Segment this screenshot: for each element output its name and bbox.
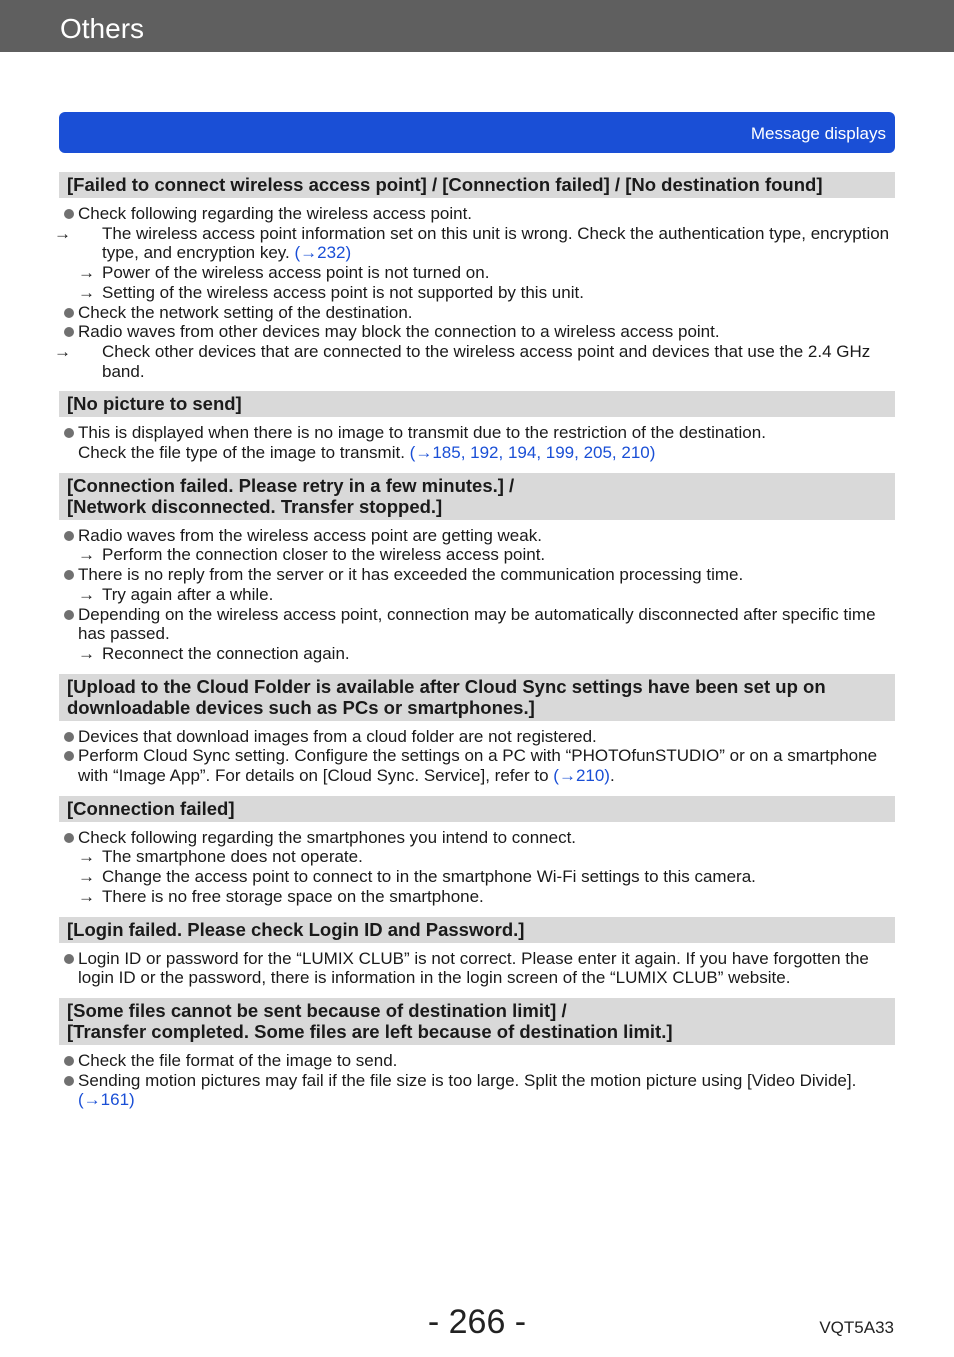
bullet-item: Perform Cloud Sync setting. Configure the settings on a PC with “PHOTOfunSTUDIO” or on a smartphone with “Image App”. For details on [Cloud Sync. Service], refer to (→210). xyxy=(59,746,895,785)
message-section xyxy=(59,473,895,664)
arrow-item: → Power of the wireless access point is not turned on. xyxy=(78,263,490,283)
bullet-dot-icon xyxy=(64,428,74,438)
model-code: VQT5A33 xyxy=(819,1318,894,1337)
message-heading: [Connection failed] xyxy=(59,796,895,822)
bullet-dot-icon xyxy=(64,1076,74,1086)
message-section xyxy=(59,674,895,786)
page-number: - 266 - xyxy=(427,1303,527,1341)
arrow-icon: → xyxy=(78,584,95,604)
bullet-item: Check the network setting of the destination. xyxy=(59,303,895,323)
arrow-icon: → xyxy=(78,263,95,283)
bullet-dot-icon xyxy=(64,531,74,541)
bullet-dot-icon xyxy=(64,1056,74,1066)
arrow-item: → Perform the connection closer to the wireless access point. xyxy=(78,545,546,565)
chapter-title: Others xyxy=(60,13,145,44)
message-heading: [Failed to connect wireless access point] / [Connection failed] / [No destination found] xyxy=(59,172,895,198)
bullet-dot-icon xyxy=(64,833,74,843)
arrow-item: → Change the access point to connect to in the smartphone Wi-Fi settings to this camera. xyxy=(78,867,756,887)
bullet-item: Check following regarding the wireless access point. xyxy=(59,204,895,224)
arrow-icon: → xyxy=(78,282,95,302)
message-heading xyxy=(59,998,895,1045)
bullet-item: Login ID or password for the “LUMIX CLUB” is not correct. Please enter it again. If you have forgotten the login ID or the password, there is information in the login screen of the “LUMIX CLUB” website. xyxy=(59,949,895,988)
bullet-dot-icon xyxy=(64,610,74,620)
arrow-item: → Try again after a while. xyxy=(78,584,274,604)
message-section xyxy=(54,172,895,381)
arrow-item: → Reconnect the connection again. xyxy=(78,643,350,663)
arrow-icon: → xyxy=(54,341,71,361)
message-section xyxy=(59,796,895,907)
bullet-item: Check following regarding the smartphones you intend to connect. xyxy=(59,828,895,848)
bullet-item: Depending on the wireless access point, connection may be automatically disconnected after specific time has passed. xyxy=(59,605,895,644)
bullet-item: Check the file format of the image to send. xyxy=(59,1051,895,1071)
message-heading: [Upload to the Cloud Folder is available after Cloud Sync settings have been set up on downloadable devices such as PCs or smartphones.] xyxy=(59,674,895,721)
message-heading xyxy=(59,473,895,520)
arrow-icon: → xyxy=(78,643,95,663)
arrow-item: → There is no free storage space on the smartphone. xyxy=(78,886,484,906)
message-section xyxy=(59,391,895,462)
bullet-dot-icon xyxy=(64,954,74,964)
top-bar xyxy=(0,0,954,52)
page-reference-link[interactable]: (→161) xyxy=(78,1090,135,1110)
bullet-item: Devices that download images from a cloud folder are not registered. xyxy=(59,727,895,747)
bullet-item: Radio waves from other devices may block the connection to a wireless access point. xyxy=(59,322,895,342)
heading-line: [Network disconnected. Transfer stopped.] xyxy=(67,495,443,517)
arrow-item: → The wireless access point information set on this unit is wrong. Check the authentication type, encryption type, and encryption key. (→232) xyxy=(54,223,890,263)
arrow-icon: → xyxy=(78,545,95,565)
arrow-item: → Check other devices that are connected to the wireless access point and devices that use the 2.4 GHz band. xyxy=(54,341,871,381)
arrow-icon: → xyxy=(78,886,95,906)
bullet-dot-icon xyxy=(64,327,74,337)
bullet-dot-icon xyxy=(64,308,74,318)
bullet-dot-icon xyxy=(64,732,74,742)
bullet-item: This is displayed when there is no image to transmit due to the restriction of the destination. xyxy=(59,423,895,443)
bullet-item: Sending motion pictures may fail if the file size is too large. Split the motion picture using [Video Divide]. (→161) xyxy=(59,1071,895,1110)
page-reference-link[interactable]: (→185, 192, 194, 199, 205, 210) xyxy=(409,443,656,463)
continuation-line: Check the file type of the image to transmit. (→185, 192, 194, 199, 205, 210) xyxy=(78,443,656,463)
arrow-item: → Setting of the wireless access point is not supported by this unit. xyxy=(78,282,584,302)
arrow-icon: → xyxy=(78,847,95,867)
page-reference-link[interactable]: (→210) xyxy=(553,766,610,786)
heading-line: [Some files cannot be sent because of destination limit] / xyxy=(67,999,567,1021)
message-section xyxy=(59,917,895,988)
arrow-item: → The smartphone does not operate. xyxy=(78,847,363,867)
bullet-dot-icon xyxy=(64,209,74,219)
message-section xyxy=(59,998,895,1110)
section-banner xyxy=(59,112,895,153)
bullet-dot-icon xyxy=(64,570,74,580)
message-heading: [Login failed. Please check Login ID and Password.] xyxy=(59,917,895,943)
bullet-item: There is no reply from the server or it has exceeded the communication processing time. xyxy=(59,565,895,585)
message-heading: [No picture to send] xyxy=(59,391,895,417)
page-reference-link[interactable]: (→232) xyxy=(294,243,352,263)
heading-line: [Transfer completed. Some files are left because of destination limit.] xyxy=(67,1020,673,1042)
bullet-dot-icon xyxy=(64,751,74,761)
bullet-item: Radio waves from the wireless access point are getting weak. xyxy=(59,526,895,546)
arrow-icon: → xyxy=(78,867,95,887)
message-list xyxy=(54,172,895,1120)
heading-line: [Connection failed. Please retry in a few minutes.] / xyxy=(67,474,515,496)
banner-label: Message displays xyxy=(750,124,886,143)
arrow-icon: → xyxy=(54,223,71,243)
